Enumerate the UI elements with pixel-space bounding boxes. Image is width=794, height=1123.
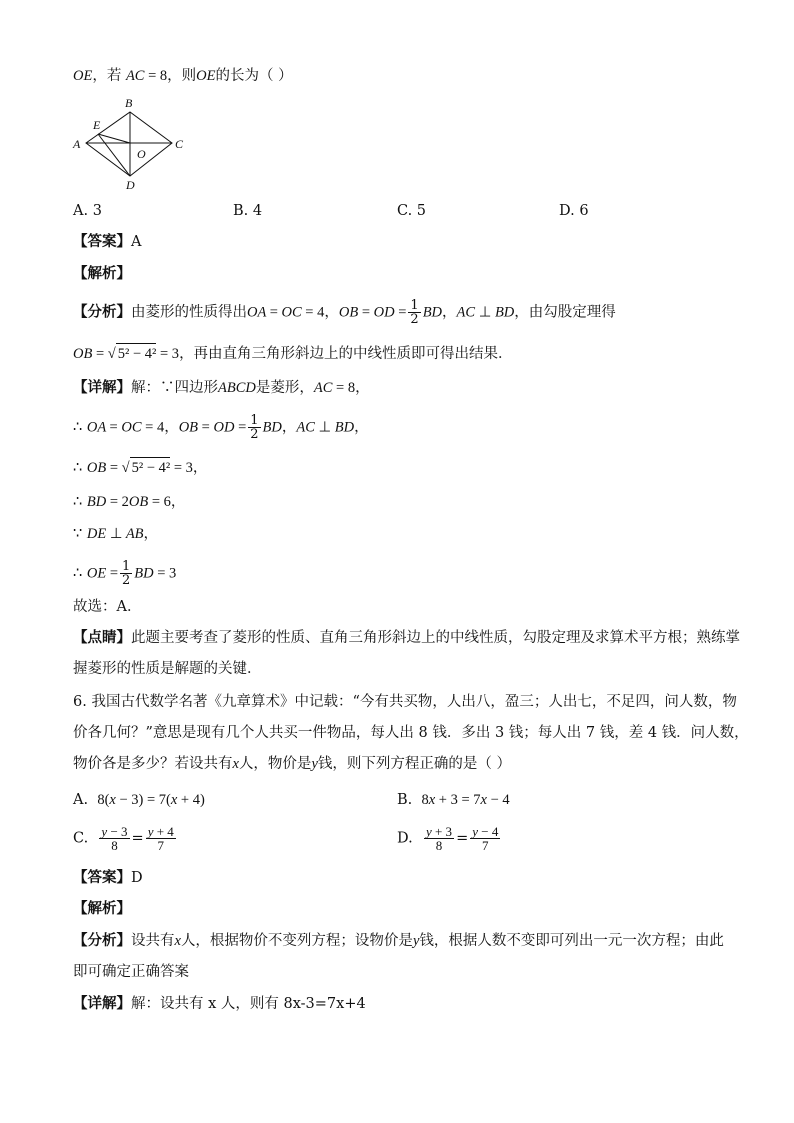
q5-dianjing-line1 xyxy=(73,628,740,648)
q6-xiangjie-text: 解：设共有 x 人，则有 8x-3=7x+4 xyxy=(131,996,366,1012)
fenxi-text3: ，再由直角三角形斜边上的中线性质即可得出结果． xyxy=(179,346,513,362)
q5-step5: ∴ OE = $\frac{1}{2}$ BD = 3 xyxy=(73,559,177,588)
q6-line3b: 人，物价是 xyxy=(238,756,312,772)
q6-line3a: 物价各是多少？若设共有 xyxy=(73,756,233,772)
q5-step2: ∴ OB = √ 5² − 4² = 3， xyxy=(73,457,207,478)
q5-analysis-heading xyxy=(73,264,131,284)
q6-option-b[interactable]: B. 8x + 3 = 7x − 4 xyxy=(397,792,510,808)
q5-choose: 故选：A． xyxy=(73,599,142,615)
dianjing-tag: 【点睛】 xyxy=(73,629,131,646)
xiangjie-text1: 解：∵四边形 xyxy=(131,380,218,396)
xiangjie-text2: 是菱形， xyxy=(255,380,314,396)
math-ac8: AC = 8 xyxy=(125,68,168,84)
frac-half: $\frac{1}{2}$ xyxy=(410,298,419,327)
q6-fenxi-line1: 【分析】设共有x人，根据物价不变列方程；设物价是y钱，根据人数不变即可列出一元一次方程；由此 xyxy=(73,932,724,949)
q5-option-b[interactable]: B. 4 xyxy=(233,203,263,219)
math-oe: OE xyxy=(73,68,93,84)
q6-answer-value: D xyxy=(131,870,143,886)
q5-fenxi-line1: 【分析】由菱形的性质得出OA = OC = 4，OB = OD = $\frac{1}{2}$ BD，AC ⊥ BD，由勾股定理得 xyxy=(73,298,616,327)
xiangjie-tag: 【详解】 xyxy=(73,379,131,396)
segment-oe xyxy=(98,134,130,143)
q5-option-c[interactable]: C. 5 xyxy=(397,203,427,219)
q6-fenxi-line2: 即可确定正确答案 xyxy=(73,964,189,980)
fenxi-text2: ，由勾股定理得 xyxy=(514,304,616,321)
q5-step4: ∵ DE ⊥ AB， xyxy=(73,526,159,542)
answer-tag: 【答案】 xyxy=(73,233,131,250)
q5-option-a[interactable]: A. 3 xyxy=(73,203,102,219)
q6-analysis-heading xyxy=(73,899,131,919)
q5-stem-line xyxy=(73,66,293,86)
q6-line3c: 钱，则下列方程正确的是（ ） xyxy=(317,756,511,772)
label-e: E xyxy=(93,118,101,132)
fenxi-tag: 【分析】 xyxy=(73,303,131,321)
q6-stem-line1: 6. 我国古代数学名著《九章算术》中记载：“今有共买物，人出八，盈三；人出七，不足四，问人数，物 xyxy=(73,694,737,710)
math-ob-od: OB = OD = xyxy=(338,304,407,321)
q5-step1: ∴ OA = OC = 4，OB = OD = $\frac{1}{2}$ BD，AC ⊥ BD， xyxy=(73,413,369,442)
q5-option-d[interactable]: D. 6 xyxy=(559,203,589,219)
dianjing-text1: 此题主要考查了菱形的性质、直角三角形斜边上的中线性质，勾股定理及求算术平方根；熟练掌 xyxy=(131,630,740,646)
math-ac-eq-8: AC = 8 xyxy=(313,380,356,396)
rhombus-figure xyxy=(70,96,195,192)
q5-fenxi-line2 xyxy=(73,343,513,364)
q6-analysis-tag: 【解析】 xyxy=(73,900,131,917)
label-a: A xyxy=(73,137,81,151)
analysis-tag: 【解析】 xyxy=(73,265,131,282)
answer-value: A xyxy=(131,234,142,250)
q5-stem-tail2: ，则 xyxy=(167,68,197,84)
label-d: D xyxy=(126,178,135,192)
q6-stem-line2: 价各几何？”意思是现有几个人共买一件物品，每人出 8 钱．多出 3 钱；每人出 7 钱，差 4 钱．问人数， xyxy=(73,725,749,741)
math-abcd: ABCD xyxy=(218,380,256,396)
q5-xiangjie-line1: 【详解】解：∵四边形ABCD是菱形，AC = 8， xyxy=(73,379,370,396)
q5-dianjing-line2: 握菱形的性质是解题的关键． xyxy=(73,661,262,677)
q5-stem-tail3: 的长为（ ） xyxy=(215,68,293,84)
label-o: O xyxy=(137,147,146,161)
q5-answer-line xyxy=(73,232,141,252)
math-oe-2: OE xyxy=(196,68,216,84)
q6-option-a[interactable]: A. 8(x − 3) = 7(x + 4) xyxy=(73,792,205,808)
q6-answer-line xyxy=(73,868,143,888)
label-b: B xyxy=(125,96,133,110)
math-oa-oc: OA = OC = 4 xyxy=(247,304,325,321)
q6-stem-line3: 物价各是多少？若设共有x人，物价是y钱，则下列方程正确的是（ ） xyxy=(73,756,511,772)
q6-fenxi-tag: 【分析】 xyxy=(73,932,131,949)
fenxi-text1: 由菱形的性质得出 xyxy=(131,304,247,321)
q5-step3: ∴ BD = 2OB = 6， xyxy=(73,494,186,510)
math-ob-sqrt: OB = √ 5² − 4² = 3 xyxy=(73,346,179,362)
q6-answer-tag: 【答案】 xyxy=(73,869,131,886)
q6-option-c[interactable]: C. $\frac{y - 3}{8}$ = $\frac{y + 4}{7}$ xyxy=(73,824,174,853)
q5-stem-tail: ，若 xyxy=(92,68,122,84)
q6-xiangjie-line xyxy=(73,994,366,1014)
q6-xiangjie-tag: 【详解】 xyxy=(73,995,131,1012)
math-bd: BD xyxy=(422,304,443,321)
math-ac-perp-bd: AC ⊥ BD xyxy=(456,304,515,321)
label-c: C xyxy=(175,137,184,151)
q6-option-d[interactable]: D. $\frac{y + 3}{8}$ = $\frac{y - 4}{7}$ xyxy=(397,824,499,853)
